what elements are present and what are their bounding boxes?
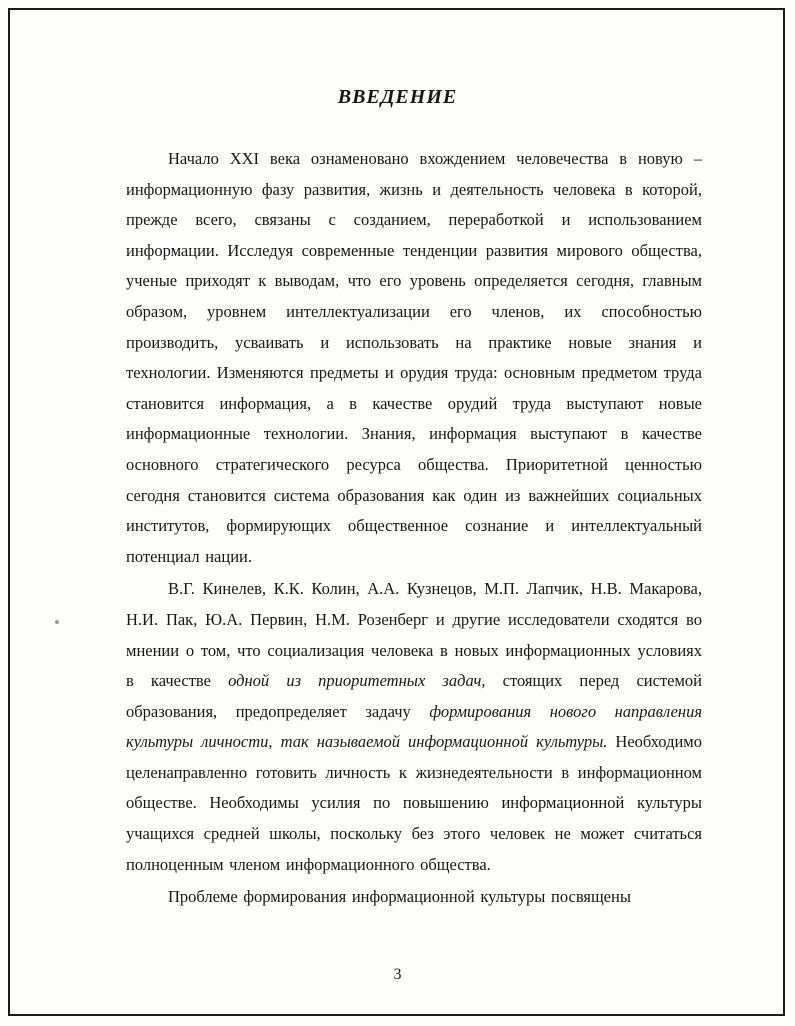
scan-artifact-dot: [55, 620, 59, 624]
body-text: [126, 144, 702, 915]
page-number: 3: [393, 966, 402, 983]
text-run: В.Г. Кинелев, К.К. Колин, А.А. Кузнецов, М.П. Лапчик, Н.В. Макарова, Н.И. Пак, Ю.А. Первин, Н.М. Розенберг и другие исследователи сходятся во мнении о том, что социализация человека в новых информационных условиях в качестве: [126, 579, 702, 691]
paragraph: [126, 882, 702, 913]
text-run: Необходимо целенаправленно готовить личность к жизнедеятельности в информационном обществе. Необходимы усилия по повышению информационной культуры учащихся средней школы, поскольку без этого человек не может считаться полноценным членом информационного общества.: [126, 732, 702, 874]
italic-text-run: формирования нового направления культуры личности, так называемой информационной культуры.: [126, 701, 702, 752]
text-run: Проблеме формирования информационной культуры посвящены: [168, 887, 631, 907]
italic-text-run: одной из приоритетных задач,: [228, 671, 486, 691]
paragraph: [126, 144, 702, 572]
page-title: ВВЕДЕНИЕ: [337, 86, 458, 108]
text-run: Начало XXI века ознаменовано вхождением человечества в новую – информационную фазу развития, жизнь и деятельность человека в которой, прежде всего, связаны с созданием, переработкой и использованием информации. Исследуя современные тенденции развития мирового общества, ученые приходят к выводам, что его уровень определяется сегодня, главным образом, уровнем интеллектуализации его членов, их способностью производить, усваивать и использовать на практике новые знания и технологии. Изменяются предметы и орудия труда: основным предметом труда становится информация, а в качестве орудий труда выступают новые информационные технологии. Знания, информация выступают в качестве основного стратегического ресурса общества. Приоритетной ценностью сегодня становится система образования как один из важнейших социальных институтов, формирующих общественное сознание и интеллектуальный потенциал нации.: [126, 149, 702, 566]
paragraph: [126, 574, 702, 880]
text-run: стоящих перед системой образования, предопределяет задачу: [126, 671, 703, 721]
